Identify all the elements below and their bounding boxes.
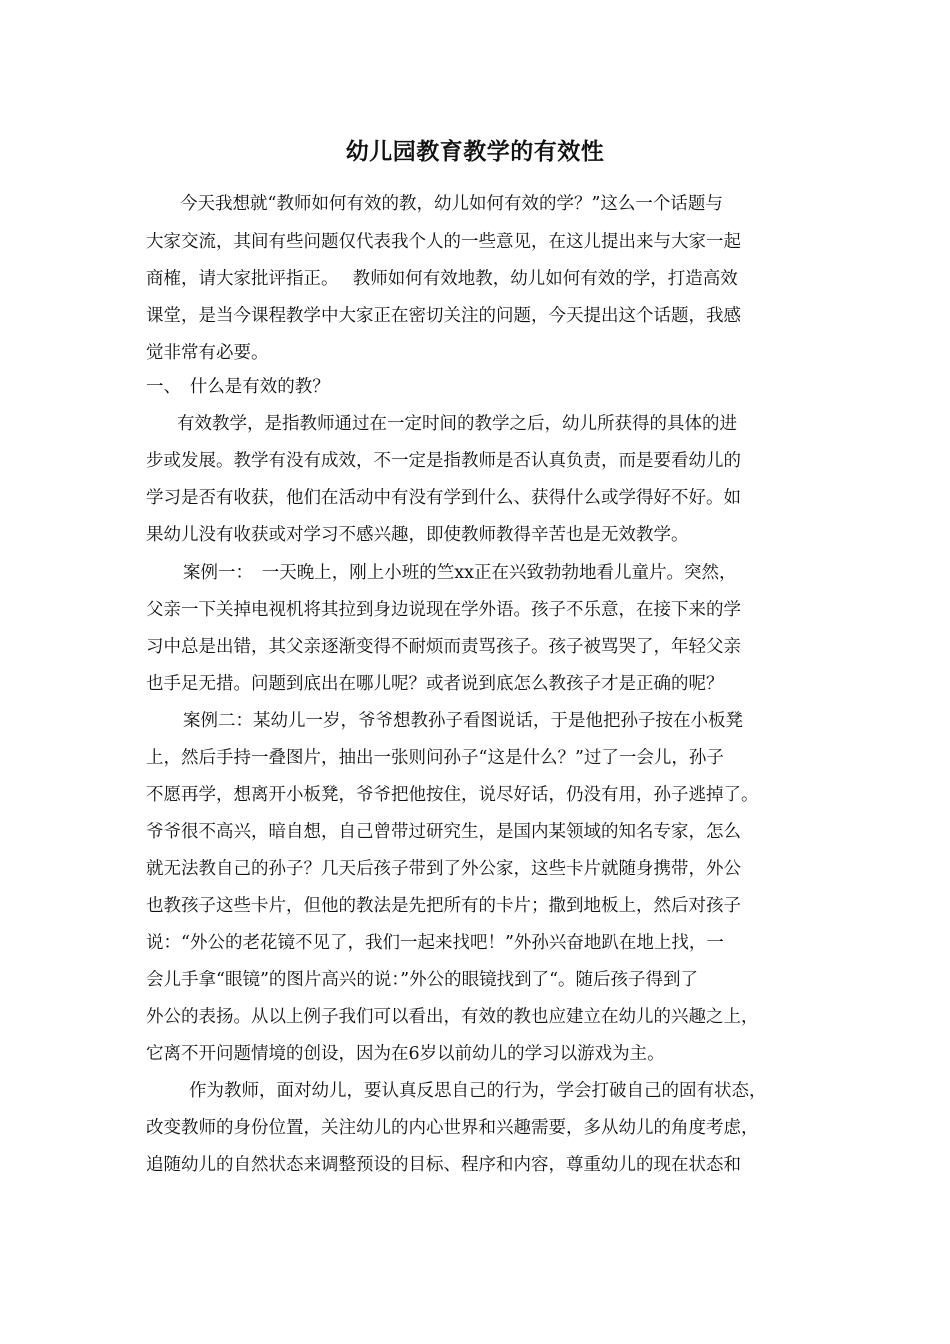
paragraph-line: 也教孩子这些卡片，但他的教法是先把所有的卡片；撒到地板上，然后对孩子 [146, 896, 741, 916]
paragraph-line: 商榷，请大家批评指正。 教师如何有效地教，幼儿如何有效的学，打造高效 [146, 269, 738, 289]
paragraph-line: 作为教师，面对幼儿，要认真反思自己的行为，学会打破自己的固有状态， [189, 1081, 767, 1101]
paragraph-line: 不愿再学，想离开小板凳，爷爷把他按住，说尽好话，仍没有用，孙子逃掉了。 [146, 785, 759, 805]
paragraph-line: 步或发展。教学有没有成效，不一定是指教师是否认真负责，而是要看幼儿的 [146, 451, 741, 471]
paragraph-line: 学习是否有收获，他们在活动中有没有学到什么、获得什么或学得好不好。如 [146, 488, 741, 508]
paragraph-line: 上，然后手持一叠图片，抽出一张则问孙子“这是什么？”过了一会儿，孙子 [146, 748, 724, 768]
paragraph-line: 外公的表扬。从以上例子我们可以看出，有效的教也应建立在幼儿的兴趣之上， [146, 1007, 759, 1027]
paragraph-line: 案例一： 一天晚上，刚上小班的竺xx正在兴致勃勃地看儿童片。突然， [183, 563, 737, 583]
paragraph-line: 改变教师的身份位置，关注幼儿的内心世界和兴趣需要，多从幼儿的角度考虑， [146, 1118, 759, 1138]
paragraph-line: 习中总是出错，其父亲逐渐变得不耐烦而责骂孩子。孩子被骂哭了，年轻父亲 [146, 637, 741, 657]
paragraph-line: 果幼儿没有收获或对学习不感兴趣，即使教师教得辛苦也是无效教学。 [146, 525, 689, 545]
paragraph-line: 追随幼儿的自然状态来调整预设的目标、程序和内容，尊重幼儿的现在状态和 [146, 1155, 741, 1175]
paragraph-line: 爷爷很不高兴，暗自想，自己曾带过研究生，是国内某领域的知名专家，怎么 [146, 822, 741, 842]
paragraph-line: 它离不开问题情境的创设，因为在6岁以前幼儿的学习以游戏为主。 [146, 1044, 665, 1064]
paragraph-line: 会儿手拿“眼镜”的图片高兴的说：”外公的眼镜找到了“。随后孩子得到了 [146, 970, 699, 990]
paragraph-line: 说：“外公的老花镜不见了，我们一起来找吧！”外孙兴奋地趴在地上找，一 [146, 933, 724, 953]
paragraph-line: 父亲一下关掉电视机将其拉到身边说现在学外语。孩子不乐意，在接下来的学 [146, 600, 741, 620]
paragraph-line: 大家交流，其间有些问题仅代表我个人的一些意见，在这儿提出来与大家一起 [146, 232, 741, 252]
paragraph-line: 就无法教自己的孙子？几天后孩子带到了外公家，这些卡片就随身携带，外公 [146, 859, 741, 879]
document-title: 幼儿园教育教学的有效性 [345, 138, 605, 165]
paragraph-line: 也手足无措。问题到底出在哪儿呢？或者说到底怎么教孩子才是正确的呢？ [146, 674, 724, 694]
paragraph-line: 有效教学，是指教师通过在一定时间的教学之后，幼儿所获得的具体的进 [177, 414, 737, 434]
paragraph-line: 课堂，是当今课程教学中大家正在密切关注的问题，今天提出这个话题，我感 [146, 306, 741, 326]
paragraph-line: 觉非常有必要。 [146, 343, 269, 363]
section-heading: 一、 什么是有效的教？ [146, 377, 330, 397]
paragraph-line: 案例二：某幼儿一岁，爷爷想教孙子看图说话，于是他把孙子按在小板凳 [183, 711, 743, 731]
paragraph-line: 今天我想就“教师如何有效的教，幼儿如何有效的学？”这么一个话题与 [180, 194, 723, 214]
